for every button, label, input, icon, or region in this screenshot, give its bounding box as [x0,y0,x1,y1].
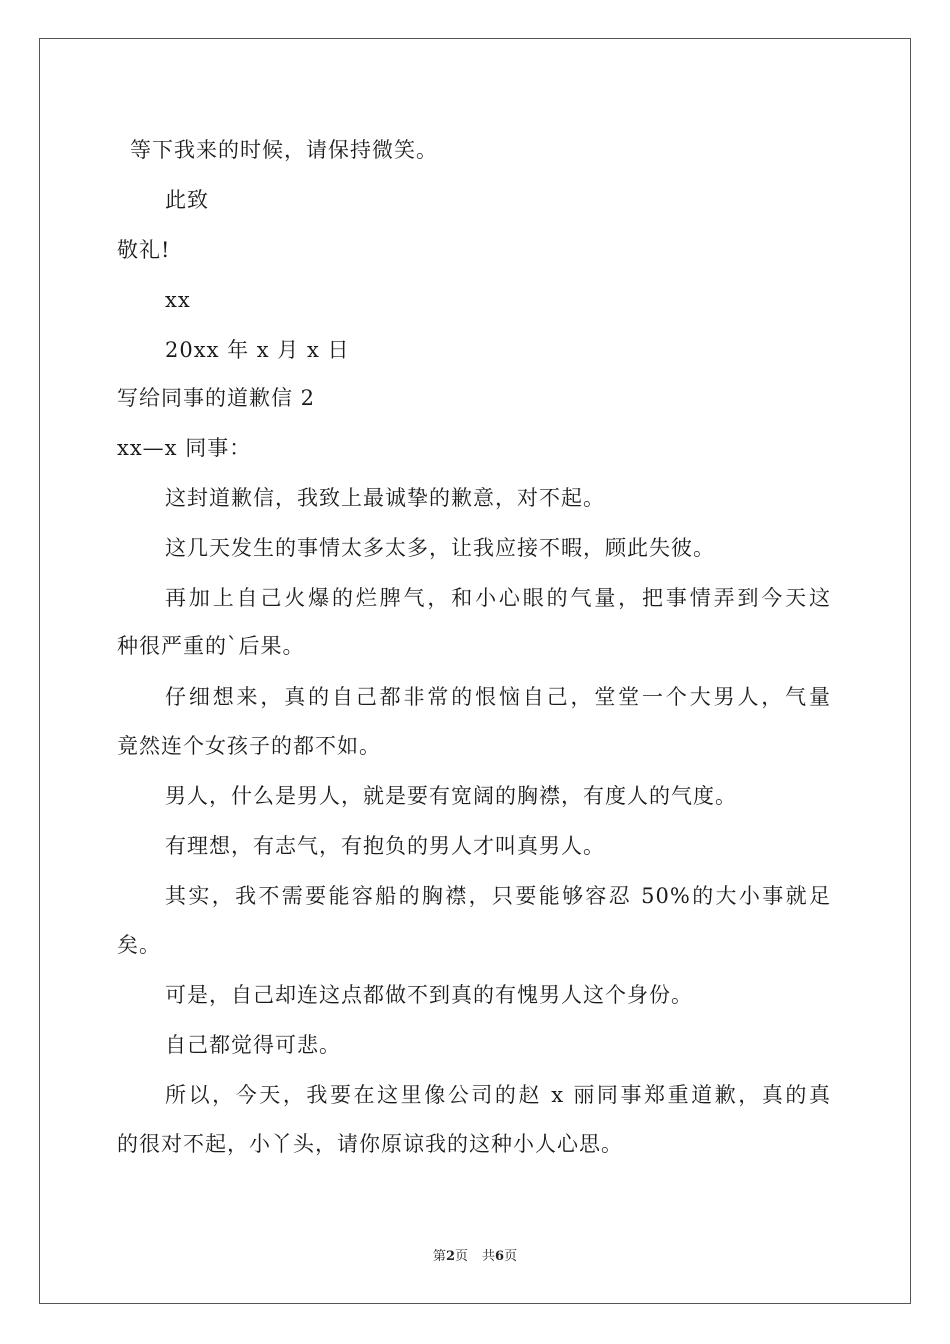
letter-recipient: xx—x 同事： [117,436,252,460]
paragraph-line: 仔细想来，真的自己都非常的恨恼自己，堂堂一个大男人，气量 [165,685,831,709]
paragraph-line: 的很对不起，小丫头，请你原谅我的这种小人心思。 [117,1132,623,1156]
page-total: 共6页 [482,1249,518,1264]
paragraph-line: 有理想，有志气，有抱负的男人才叫真男人。 [165,834,605,858]
paragraph-line: 竟然连个女孩子的都不如。 [117,734,381,758]
paragraph-line: 自己都觉得可悲。 [165,1033,341,1057]
paragraph-line: 男人，什么是男人，就是要有宽阔的胸襟，有度人的气度。 [165,784,737,808]
paragraph-line: 其实，我不需要能容船的胸襟，只要能够容忍 50%的大小事就足 [165,884,831,908]
closing-salutation: 此致 [165,188,209,212]
closing-respect: 敬礼! [117,238,171,262]
signature-date: 20xx 年 x 月 x 日 [165,338,350,362]
page-border [39,38,911,1304]
paragraph-line: 矣。 [117,933,161,957]
paragraph-line: 这几天发生的事情太多太多，让我应接不暇，顾此失彼。 [165,536,715,560]
paragraph-line: 种很严重的`后果。 [117,634,305,658]
paragraph-line: 再加上自己火爆的烂脾气，和小心眼的气量，把事情弄到今天这 [165,586,831,610]
signature-name: xx [165,288,191,312]
paragraph-line: 所以，今天，我要在这里像公司的赵 x 丽同事郑重道歉，真的真 [165,1083,831,1107]
page-number: 第2页 [432,1249,468,1264]
paragraph-line: 可是，自己却连这点都做不到真的有愧男人这个身份。 [165,983,693,1007]
page-footer [0,1249,950,1265]
section-title: 写给同事的道歉信 2 [117,386,316,410]
paragraph-line: 这封道歉信，我致上最诚挚的歉意，对不起。 [165,486,605,510]
text-line: 等下我来的时候，请保持微笑。 [130,138,438,162]
